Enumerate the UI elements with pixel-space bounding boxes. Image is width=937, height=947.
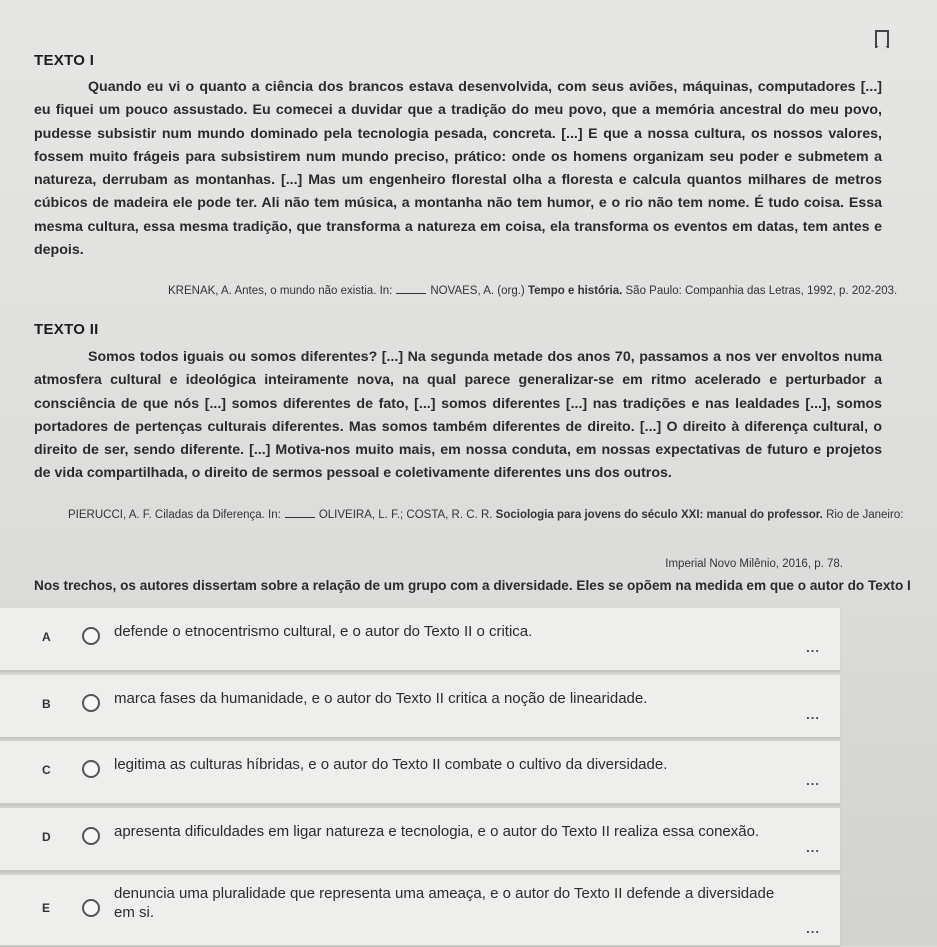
ref2-bold: Sociologia para jovens do século XXI: manual do professor. xyxy=(495,509,823,521)
ref1-end: São Paulo: Companhia das Letras, 1992, p. 202-203. xyxy=(625,285,898,297)
option-letter: B xyxy=(42,697,51,711)
texto2-reference xyxy=(68,509,903,521)
ref1-post: NOVAES, A. (org.) xyxy=(430,285,525,297)
radio-button[interactable] xyxy=(82,694,100,712)
more-options-icon[interactable]: ... xyxy=(806,640,820,655)
option-text: marca fases da humanidade, e o autor do Texto II critica a noção de linearidade. xyxy=(114,690,648,707)
option-text: apresenta dificuldades em ligar natureza e tecnologia, e o autor do Texto II realiza essa conexão. xyxy=(114,823,760,840)
texto2-reference-line2: Imperial Novo Milênio, 2016, p. 78. xyxy=(665,558,843,570)
ref2-pre: PIERUCCI, A. F. Ciladas da Diferença. In: xyxy=(68,509,281,521)
texto2-body-text: Somos todos iguais ou somos diferentes? [...] Na segunda metade dos anos 70, passamos a nos ver envoltos numa atmosfera cultural e ideológica inteiramente nova, na qual parece generalizar-se em ritmo acelerado e perturbador a consciência de que nós [...] somos diferentes de fato, [...] somos diferentes [...] nas tradições e nas lealdades [...], somos portadores de pertenças culturais diferentes. Mas somos também diferentes de direito. [...] O direito à diferença cultural, o direito de ser, sendo diferente. [...] Motiva-nos muito mais, em nossa conduta, em nossas expectativas de futuro e projetos de vida compartilhada, o direito de sermos pessoal e coletivamente diferentes uns dos outros. xyxy=(34,349,882,482)
more-options-icon[interactable]: ... xyxy=(806,707,820,722)
option-b[interactable] xyxy=(0,675,840,739)
ref1-pre: KRENAK, A. Antes, o mundo não existia. In: xyxy=(168,285,393,297)
option-text: legitima as culturas híbridas, e o autor do Texto II combate o cultivo da diversidade. xyxy=(114,756,668,773)
more-options-icon[interactable]: ... xyxy=(806,773,820,788)
option-a[interactable] xyxy=(0,608,840,672)
option-letter: A xyxy=(42,630,51,644)
radio-button[interactable] xyxy=(82,899,100,917)
option-text: defende o etnocentrismo cultural, e o autor do Texto II o critica. xyxy=(114,623,533,640)
option-letter: E xyxy=(42,901,51,915)
radio-button[interactable] xyxy=(82,627,100,645)
texto1-reference xyxy=(168,285,897,297)
texto2-title: TEXTO II xyxy=(34,321,99,338)
ref2-post: OLIVEIRA, L. F.; COSTA, R. C. R. xyxy=(318,509,493,521)
ref1-bold: Tempo e história. xyxy=(527,285,623,297)
option-c[interactable] xyxy=(0,741,840,805)
option-letter: D xyxy=(42,830,51,844)
texto2-body xyxy=(34,346,882,486)
bookmark-icon[interactable] xyxy=(875,30,889,48)
radio-button[interactable] xyxy=(82,760,100,778)
more-options-icon[interactable]: ... xyxy=(806,840,820,855)
option-d[interactable] xyxy=(0,808,840,872)
more-options-icon[interactable]: ... xyxy=(806,921,820,936)
texto1-body xyxy=(34,76,882,262)
texto1-title: TEXTO I xyxy=(34,52,95,69)
option-text: denuncia uma pluralidade que representa uma ameaça, e o autor do Texto II defende a diversidade em si. xyxy=(114,885,775,921)
radio-button[interactable] xyxy=(82,827,100,845)
question-stem: Nos trechos, os autores dissertam sobre a relação de um grupo com a diversidade. Eles se opõem na medida em que o autor do Texto I xyxy=(34,578,911,593)
ref2-end: Rio de Janeiro: xyxy=(826,509,904,521)
option-letter: C xyxy=(42,763,51,777)
option-e[interactable] xyxy=(0,875,840,947)
texto1-body-text: Quando eu vi o quanto a ciência dos brancos estava desenvolvida, com seus aviões, máquinas, computadores [...] eu fiquei um pouco assustado. Eu comecei a duvidar que a tradição do meu povo, que a memória ancestral do meu povo, pudesse subsistir num mundo dominado pela tecnologia pesada, concreta. [...] E que a nossa cultura, os nossos valores, fossem muito frágeis para subsistirem num mundo preciso, prático: onde os homens organizam seu poder e submetem a natureza, derrubam as montanhas. [...] Mas um engenheiro florestal olha a floresta e calcula quantos milhares de metros cúbicos de madeira ele pode ter. Ali não tem música, a montanha não tem humor, e o rio não tem nome. É tudo coisa. Essa mesma cultura, essa mesma tradição, que transforma a natureza em coisa, ela transforma os eventos em datas, tem antes e depois. xyxy=(34,79,882,259)
